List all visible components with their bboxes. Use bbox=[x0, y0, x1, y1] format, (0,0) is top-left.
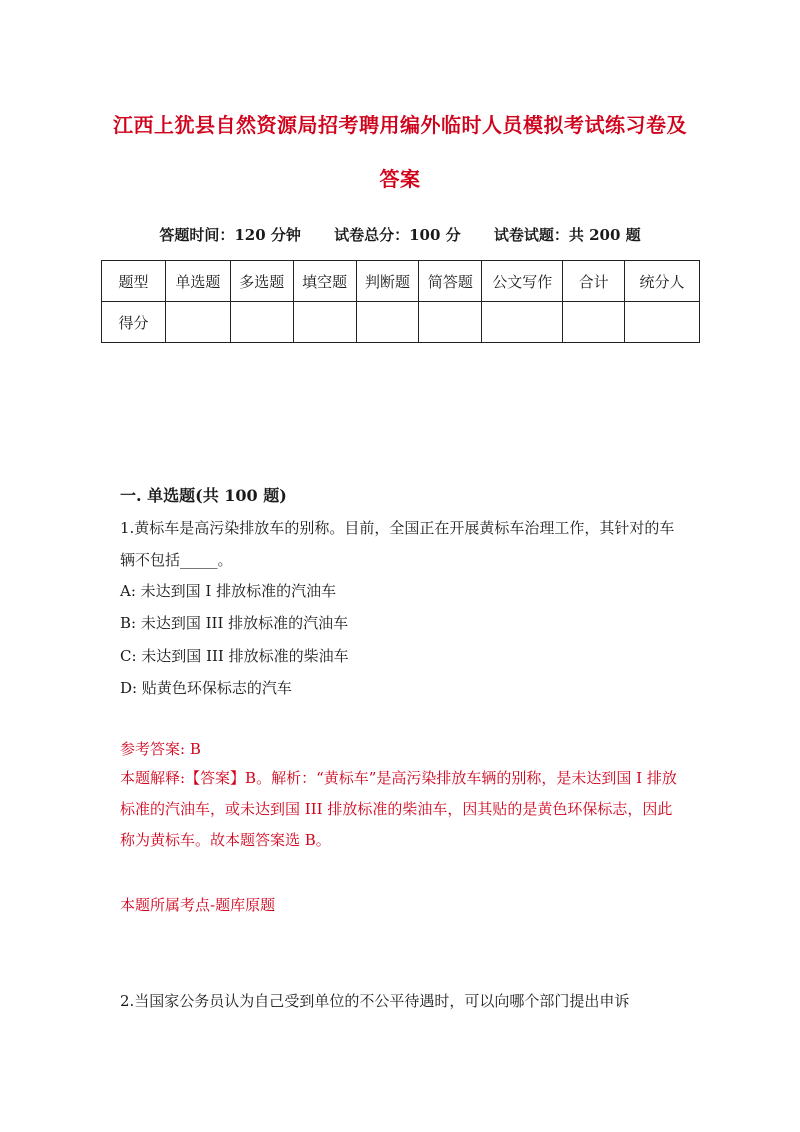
score-cell bbox=[293, 302, 356, 343]
header-cell: 合计 bbox=[563, 261, 625, 302]
exam-question-count: 试卷试题：共 200 题 bbox=[493, 226, 641, 244]
score-cell bbox=[563, 302, 625, 343]
section-heading: 一. 单选题(共 100 题) bbox=[120, 486, 287, 505]
score-table-header-row bbox=[102, 261, 700, 302]
header-cell: 单选题 bbox=[165, 261, 230, 302]
header-cell: 简答题 bbox=[419, 261, 482, 302]
header-cell: 填空题 bbox=[293, 261, 356, 302]
header-cell: 判断题 bbox=[356, 261, 419, 302]
exam-total-score: 试卷总分：100 分 bbox=[334, 226, 461, 244]
question-2-stem: 2.当国家公务员认为自己受到单位的不公平待遇时，可以向哪个部门提出申诉 bbox=[120, 992, 630, 1010]
score-cell bbox=[625, 302, 700, 343]
header-cell: 统分人 bbox=[625, 261, 700, 302]
score-cell bbox=[482, 302, 563, 343]
score-cell bbox=[165, 302, 230, 343]
question-1-answer: 参考答案: B bbox=[120, 740, 201, 758]
score-table-score-row bbox=[102, 302, 700, 343]
document-title: 江西上犹县自然资源局招考聘用编外临时人员模拟考试练习卷及答案 bbox=[113, 113, 687, 191]
row-label-cell: 得分 bbox=[102, 302, 166, 343]
question-1-option-c: C: 未达到国 III 排放标准的柴油车 bbox=[120, 647, 349, 665]
exam-time: 答题时间：120 分钟 bbox=[159, 226, 301, 244]
question-1-point: 本题所属考点-题库原题 bbox=[120, 896, 276, 914]
score-cell bbox=[230, 302, 293, 343]
exam-meta bbox=[0, 224, 800, 245]
header-cell: 公文写作 bbox=[482, 261, 563, 302]
score-cell bbox=[419, 302, 482, 343]
question-1-explanation: 本题解释:【答案】B。解析：“黄标车”是高污染排放车辆的别称，是未达到国 I 排放标准的汽油车，或未达到国 III 排放标准的柴油车，因其贴的是黄色环保标志，因此称为黄标车。故本题答案选 B。 bbox=[120, 769, 677, 849]
header-cell: 多选题 bbox=[230, 261, 293, 302]
score-table bbox=[101, 260, 700, 343]
question-1-option-b: B: 未达到国 III 排放标准的汽油车 bbox=[120, 614, 349, 632]
header-cell: 题型 bbox=[102, 261, 166, 302]
question-1-option-a: A: 未达到国 I 排放标准的汽油车 bbox=[120, 582, 337, 600]
question-1-option-d: D: 贴黄色环保标志的汽车 bbox=[120, 679, 292, 697]
score-cell bbox=[356, 302, 419, 343]
question-1-stem: 1.黄标车是高污染排放车的别称。目前，全国正在开展黄标车治理工作，其针对的车辆不包括_____。 bbox=[120, 519, 675, 569]
